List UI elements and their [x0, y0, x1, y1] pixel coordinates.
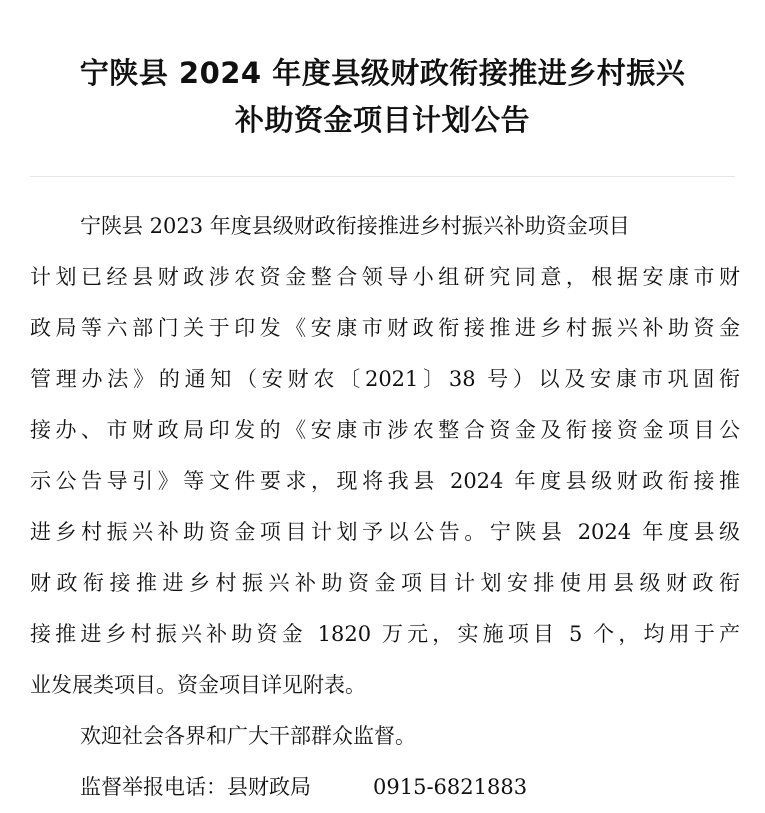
- body-line: 计划已经县财政涉农资金整合领导小组研究同意，根据安康市财: [30, 265, 740, 289]
- notice-title-line-2: 补助资金项目计划公告: [234, 103, 530, 137]
- body-line: 管理办法》的通知（安财农〔2021〕38 号）以及安康市巩固衔: [30, 367, 740, 391]
- report-phone-line: [30, 762, 740, 813]
- body-line: 财政衔接推进乡村振兴补助资金项目计划安排使用县级财政衔: [30, 571, 740, 595]
- title-divider: [30, 176, 735, 177]
- report-phone-number: 0915-6821883: [373, 775, 528, 799]
- body-line: 接推进乡村振兴补助资金 1820 万元，实施项目 5 个，均用于产: [30, 622, 740, 646]
- body-line: 政局等六部门关于印发《安康市财政衔接推进乡村振兴补助资金: [30, 316, 740, 340]
- body-line: 接办、市财政局印发的《安康市涉农整合资金及衔接资金项目公: [30, 418, 740, 442]
- body-line: 业发展类项目。资金项目详见附表。: [30, 673, 366, 697]
- welcome-line: 欢迎社会各界和广大干部群众监督。: [80, 724, 416, 748]
- notice-body: [30, 201, 740, 813]
- body-line: 宁陕县 2023 年度县级财政衔接推进乡村振兴补助资金项目: [80, 214, 630, 238]
- body-line: 进乡村振兴补助资金项目计划予以公告。宁陕县 2024 年度县级: [30, 520, 740, 544]
- notice-title-line-1: 宁陕县 2024 年度县级财政衔接推进乡村振兴: [79, 56, 686, 90]
- body-line: 示公告导引》等文件要求，现将我县 2024 年度县级财政衔接推: [30, 469, 740, 493]
- report-label: 监督举报电话：县财政局: [80, 775, 311, 799]
